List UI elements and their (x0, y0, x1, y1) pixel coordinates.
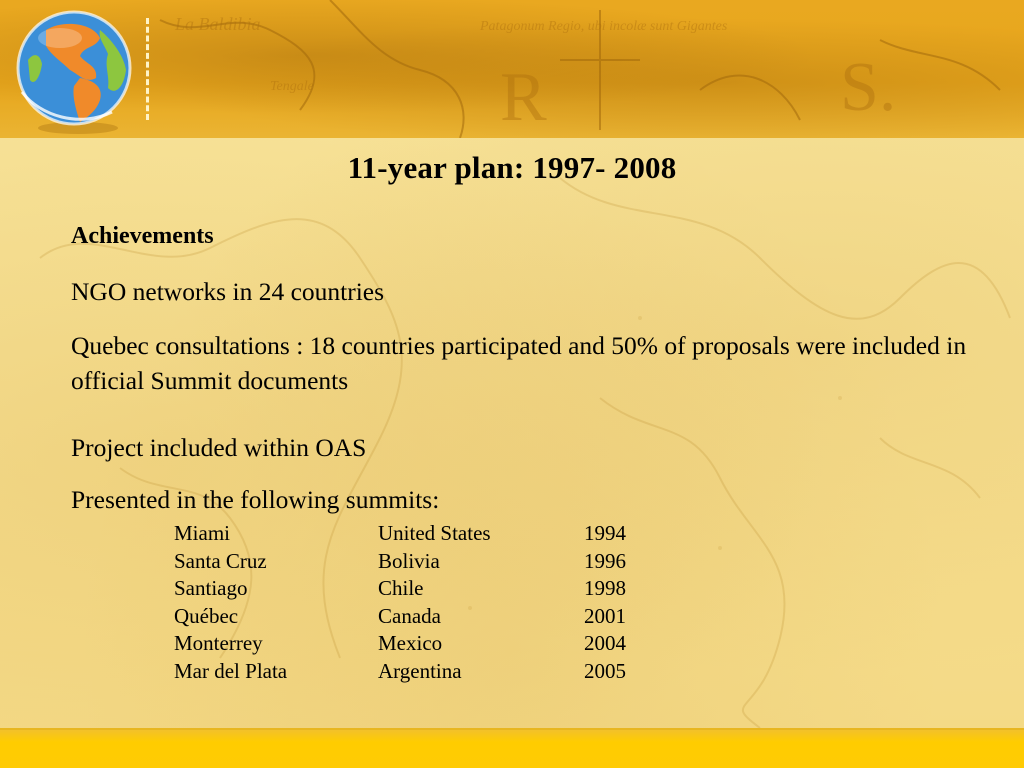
summit-city: Monterrey (174, 631, 263, 655)
summit-row (174, 548, 644, 576)
summit-year: 2005 (584, 658, 626, 683)
svg-text:S.: S. (840, 49, 897, 126)
header-banner (0, 0, 1024, 138)
svg-text:Tengale: Tengale (270, 79, 314, 94)
summit-country: United States (378, 521, 491, 545)
summit-city: Mar del Plata (174, 658, 288, 683)
quebec-consultations-text: Quebec consultations : 18 countries participated and 50% of proposals were included in official Summit documents (71, 331, 967, 395)
summit-year: 1998 (584, 576, 626, 600)
summit-year: 1996 (584, 548, 626, 573)
summits-table (174, 520, 644, 685)
svg-text:La Baldibia: La Baldibia (175, 14, 261, 34)
summit-country: Argentina (378, 658, 462, 683)
summit-year: 1994 (584, 521, 626, 545)
summit-year: 2004 (584, 631, 626, 655)
summit-country: Chile (378, 576, 424, 600)
summits-intro-text: Presented in the following summits: (71, 485, 440, 514)
summit-row (174, 658, 644, 686)
summit-country: Mexico (378, 631, 443, 655)
summit-city: Santa Cruz (174, 548, 267, 573)
summit-year: 2001 (584, 603, 626, 628)
ngo-networks-text: NGO networks in 24 countries (71, 277, 385, 306)
globe-icon (0, 0, 140, 138)
old-map-illustration (0, 0, 1024, 138)
summit-country: Bolivia (378, 548, 440, 573)
summit-row (174, 603, 644, 631)
svg-text:R: R (500, 59, 547, 136)
summit-country: Canada (378, 603, 441, 628)
achievements-heading: Achievements (71, 223, 214, 249)
summit-city: Miami (174, 521, 230, 545)
oas-project-text: Project included within OAS (71, 433, 367, 462)
summit-row (174, 575, 644, 603)
banner-divider (146, 18, 149, 120)
summit-city: Québec (174, 603, 239, 628)
slide-body (71, 220, 971, 517)
svg-text:Patagonum Regio, ubi incolæ su: Patagonum Regio, ubi incolæ sunt Gigantes (480, 19, 728, 34)
summit-row (174, 630, 644, 658)
summit-city: Santiago (174, 576, 248, 600)
slide-title: 11-year plan: 1997- 2008 (347, 150, 677, 185)
footer-band (0, 728, 1024, 768)
summit-row (174, 520, 644, 548)
